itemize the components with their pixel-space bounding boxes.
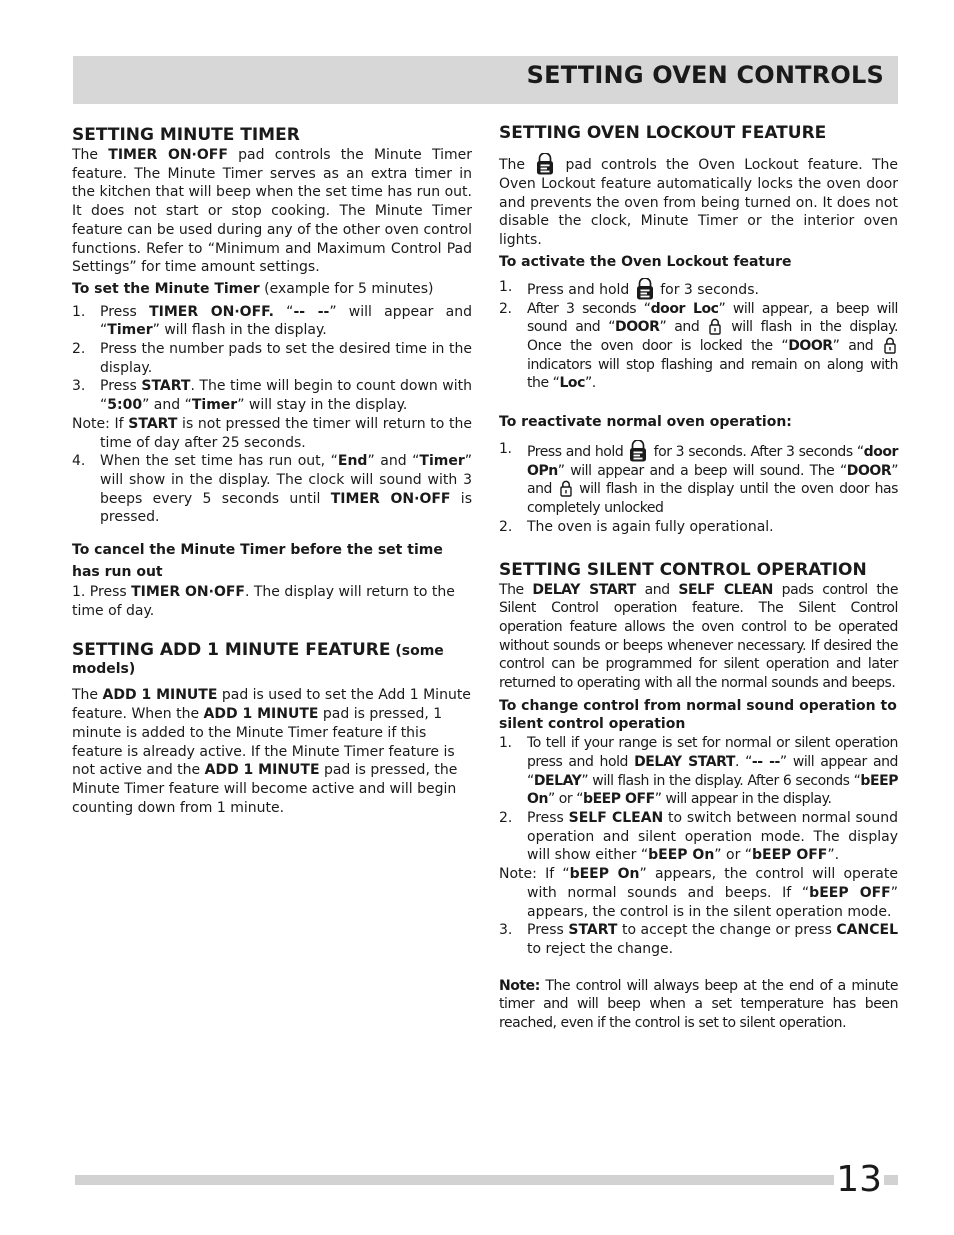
silent-intro: The DELAY START and SELF CLEAN pads control the Silent Control operation feature. The Silent Control operation feature allows the oven control to be operated without sounds or beeps whenever necessary. If desired the control can be programmed for silent operation and later returned to operating with all the normal sounds and beeps. (499, 581, 898, 692)
header-bar (73, 56, 898, 104)
reactivate-steps (499, 440, 898, 537)
silent-steps-cont (499, 921, 898, 958)
activate-lockout-label: To activate the Oven Lockout feature (499, 253, 792, 270)
silent-note: Note: If “bEEP On” appears, the control will operate with normal sounds and beeps. If “bEEP OFF” appears, the control is in the silent operation mode. (499, 866, 899, 920)
oven-lockout-pad-icon (536, 153, 554, 175)
list-item: 3. Press START to accept the change or press CANCEL to reject the change. (499, 922, 898, 957)
page-number: 13 (836, 1159, 882, 1200)
list-item: 1. Press and hold for 3 seconds. (499, 278, 759, 298)
lock-icon (884, 337, 896, 354)
add-minute-text: The ADD 1 MINUTE pad is used to set the Add 1 Minute feature. When the ADD 1 MINUTE pad is pressed, 1 minute is added to the Minute Timer feature if this feature is already active. If the Minute Timer feature is not active and the ADD 1 MINUTE pad is pressed, the Minute Timer feature will become active and will begin counting down from 1 minute. (72, 687, 471, 816)
list-item: 1. To tell if your range is set for normal or silent operation press and hold DELAY START. “-- --” will appear and “DELAY” will flash in the display. After 6 seconds “bEEP On” or “bEEP OFF” will appear in the display. (499, 735, 898, 808)
lock-icon (709, 318, 721, 335)
lockout-heading: SETTING OVEN LOCKOUT FEATURE (499, 123, 827, 143)
set-timer-label: To set the Minute Timer (example for 5 minutes) (72, 280, 434, 297)
list-item: 1. Press and hold for 3 seconds. After 3 seconds “door OPn” will appear and a beep will sound. The “DOOR” and will flash in the display until the oven door has completely unlocked (499, 440, 898, 517)
list-item: 1. Press TIMER ON·OFF. “-- --” will appear and “Timer” will flash in the display. (72, 303, 472, 339)
cancel-timer-label: To cancel the Minute Timer before the set time has run out (72, 542, 443, 581)
cancel-timer-step: 1. Press TIMER ON·OFF. The display will return to the time of day. (72, 584, 455, 619)
minute-timer-heading: SETTING MINUTE TIMER (72, 125, 300, 145)
activate-lockout-steps (499, 278, 898, 394)
list-item: 2. After 3 seconds “door Loc” will appear, a beep will sound and “DOOR” and will flash in the display. Once the oven door is locked the “DOOR” and indicators will stop flashing and remain on along with the “Loc”. (499, 300, 898, 392)
list-item: 2. Press the number pads to set the desired time in the display. (72, 341, 472, 376)
list-item: 3. Press START. The time will begin to count down with “5:00” and “Timer” will stay in the display. (72, 378, 473, 414)
set-timer-steps-cont (72, 452, 472, 527)
lock-icon (560, 480, 572, 497)
page-title: SETTING OVEN CONTROLS (526, 61, 884, 89)
change-control-label: To change control from normal sound operation to silent control operation (499, 697, 897, 733)
reactivate-label: To reactivate normal oven operation: (499, 414, 792, 431)
oven-lockout-pad-icon (629, 440, 647, 462)
right-column (499, 122, 898, 1033)
list-item: 2. Press SELF CLEAN to switch between normal sound operation and silent operation mode. The display will show either “bEEP On” or “bEEP OFF”. (499, 809, 898, 864)
oven-lockout-pad-icon (636, 278, 654, 300)
silent-heading: SETTING SILENT CONTROL OPERATION (499, 559, 867, 580)
minute-timer-intro: The TIMER ON·OFF pad controls the Minute Timer feature. The Minute Timer serves as an extra timer in the kitchen that will beep when the set time has run out. It does not start or stop cooking. The Minute Timer feature can be used during any of the other oven control functions. Refer to “Minimum and Maximum Control Pad Settings” for time amount settings. (72, 147, 472, 276)
left-column (72, 124, 472, 817)
footer-bar (75, 1175, 898, 1185)
list-item: 4. When the set time has run out, “End” and “Timer” will show in the display. The clock will sound with 3 beeps every 5 seconds until TIMER ON·OFF is pressed. (72, 453, 472, 526)
silent-steps (499, 734, 898, 865)
silent-final-note: Note: The control will always beep at the end of a minute timer and will beep when a set temperature has been reached, even if the control is set to silent operation. (499, 977, 898, 1032)
lockout-intro: The pad controls the Oven Lockout feature. The Oven Lockout feature automatically locks the oven door and prevents the oven from being turned on. It does not disable the clock, Minute Timer or the interior oven lights. (499, 153, 898, 250)
add-minute-heading: SETTING ADD 1 MINUTE FEATURE (some models) (72, 640, 444, 678)
list-item: 2. The oven is again fully operational. (499, 518, 774, 535)
timer-note: Note: If START is not pressed the timer will return to the time of day after 25 seconds. (72, 415, 472, 451)
set-timer-steps (72, 303, 472, 415)
